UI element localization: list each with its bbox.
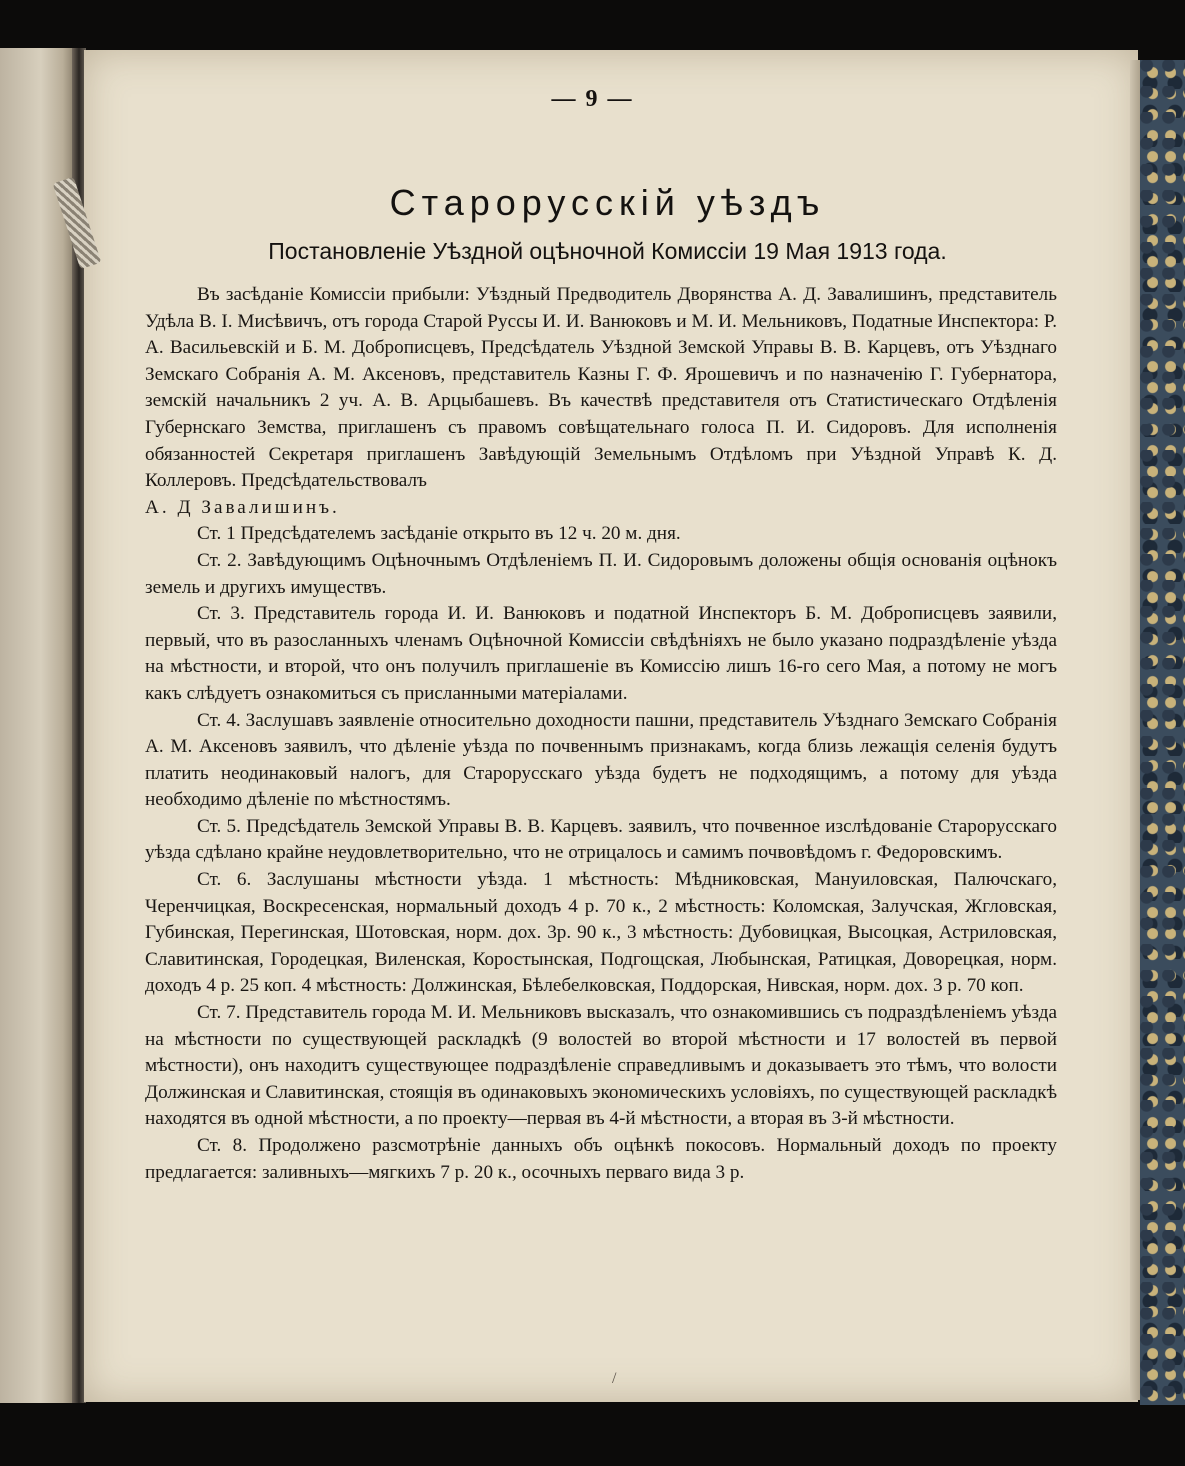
paragraph-st1: Ст. 1 Предсѣдателемъ засѣданіе открыто въ 12 ч. 20 м. дня. [197,523,681,545]
page-subtitle: Постановленіе Уѣздной оцѣночной Комиссіи 19 Мая 1913 года. [268,238,947,264]
paragraph-intro: Въ засѣданіе Комиссіи прибыли: Уѣздный Предводитель Дворянства А. Д. Завалишинъ, представитель Удѣла В. І. Мисѣвичъ, отъ города Старой Руссы И. И. Ванюковъ и М. И. Мельниковъ, Податные Инспектора: Р. А. Васильевскій и Б. М. Доброписцевъ, Предсѣдатель Уѣздной Земской Управы В. В. Карцевъ, отъ Уѣзднаго Земскаго Собранія А. М. Аксеновъ, представитель Казны Г. Ф. Ярошевичъ и по назначенію Г. Губернатора, земскій начальникъ 2 уч. А. В. Арцыбашевъ. Въ качествѣ представителя отъ Статистическаго Отдѣленія Губернскаго Земства, приглашенъ съ правомъ совѣщательнаго голоса П. И. Сидоровъ. Для исполненія обязанностей Секретаря приглашенъ Завѣдующій Земельнымъ Отдѣломъ при Уѣздной Управѣ К. Д. Коллеровъ. Предсѣдательствовалъ [145,284,1057,492]
chair-signature: А. Д Завалишинъ. [145,496,340,518]
paragraph-st2: Ст. 2. Завѣдующимъ Оцѣночнымъ Отдѣленіемъ П. И. Сидоровымъ доложены общія основанія оцѣнокъ земель и другихъ имуществъ. [145,549,1057,598]
paragraph-st4: Ст. 4. Заслушавъ заявленіе относительно доходности пашни, представитель Уѣзднаго Земскаго Собранія А. М. Аксеновъ заявилъ, что дѣленіе уѣзда по почвеннымъ признакамъ, когда близь лежащія селенія будутъ платить неодинаковый налогъ, для Старорусскаго уѣзда будетъ не подходящимъ, а потому для уѣзда необходимо дѣленіе по мѣстностямъ. [145,709,1057,811]
body-text [145,282,1057,1186]
page-number: — 9 — [551,86,634,112]
pencil-mark: / [612,1370,617,1387]
paragraph-st8: Ст. 8. Продолжено разсмотрѣніе данныхъ объ оцѣнкѣ покосовъ. Нормальный доходъ по проекту предлагается: заливныхъ—мягкихъ 7 р. 20 к., осочныхъ перваго вида 3 р. [145,1135,1057,1183]
paragraph-st7: Ст. 7. Представитель города М. И. Мельниковъ высказалъ, что ознакомившись съ подраздѣленіемъ уѣзда на мѣстности по существующей раскладкѣ (9 волостей во второй мѣстности и 17 волостей въ первой мѣстности), онъ находитъ существующее подраздѣленіе справедливымъ и доказываетъ это тѣмъ, что волости Должинская и Славитинская, стоящія въ одинаковыхъ экономическихъ условіяхъ, по существующей раскладкѣ находятся въ одной мѣстности, а по проекту—первая въ 4-й мѣстности, а вторая въ 3-й мѣстности. [145,1002,1057,1130]
page-title: Старорусскій уѣздъ [389,182,826,223]
paragraph-st6: Ст. 6. Заслушаны мѣстности уѣзда. 1 мѣстность: Мѣдниковская, Мануиловская, Палючскаго, Черенчицкая, Воскресенская, нормальный доходъ 4 р. 70 к., 2 мѣстность: Коломская, Залучская, Жгловская, Губинская, Перегинская, Шотовская, норм. дох. 3р. 90 к., 3 мѣстность: Дубовицкая, Высоцкая, Астриловская, Славитинская, Городецкая, Виленская, Коростынская, Подгощская, Любынская, Ратицкая, Доворецкая, норм. доходъ 4 р. 25 коп. 4 мѣстность: Должинская, Бѣлебелковская, Поддорская, Нивская, норм. дох. 3 р. 70 коп. [145,869,1057,997]
paragraph-st3: Ст. 3. Представитель города И. И. Ванюковъ и податной Инспекторъ Б. М. Доброписцевъ заявили, первый, что въ разосланныхъ членамъ Оцѣночной Комиссіи свѣдѣніяхъ не было указано подраздѣленіе уѣзда на мѣстности, и второй, что онъ получилъ приглашеніе въ Комиссію лишъ 16-го сего Мая, а потому не могъ какъ слѣдуетъ ознакомиться съ присланными матеріалами. [145,603,1057,704]
paragraph-st5: Ст. 5. Предсѣдатель Земской Управы В. В. Карцевъ. заявилъ, что почвенное изслѣдованіе Старорусскаго уѣзда сдѣлано крайне неудовлетворительно, что не отрицалось и самимъ почвовѣдомъ г. Федоровскимъ. [145,815,1057,864]
